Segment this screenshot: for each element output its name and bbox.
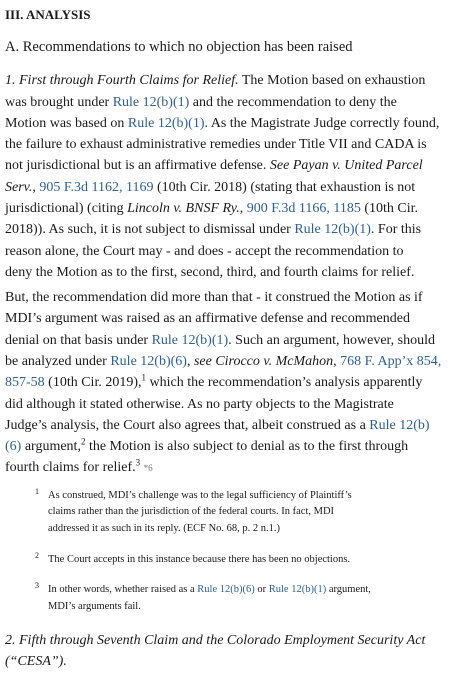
p1-line-3: Motion was based on Rule 12(b)(1). As the Magistrate Judge correctly found, bbox=[5, 116, 440, 131]
footnote-number-3: 3 bbox=[35, 581, 39, 590]
p1-line-8: 2018)). As such, it is not subject to dismissal under Rule 12(b)(1). For this bbox=[5, 222, 422, 237]
footnote-ref-2[interactable]: 2 bbox=[80, 436, 86, 447]
p2-line-2: MDI’s argument was raised as an affirmative defense and recommended bbox=[5, 311, 410, 326]
section-heading: III. ANALYSIS bbox=[5, 7, 91, 22]
payan-citation-link[interactable]: 905 F.3d 1162, 1169 bbox=[39, 180, 154, 195]
claims-heading-2-line-1: 2. Fifth through Seventh Claim and the Colorado Employment Security Act bbox=[5, 633, 426, 648]
subsection-heading: A. Recommendations to which no objection has been raised bbox=[5, 39, 353, 55]
p1-line-5: not jurisdictional but is an affirmative defense. See Payan v. United Parcel bbox=[5, 158, 423, 173]
footnote-1-line-3: addressed it as such in its reply. (ECF No. 68, p. 2 n.1.) bbox=[48, 523, 281, 534]
rule-12b1-link[interactable]: Rule 12(b)(1) bbox=[294, 222, 371, 237]
p1-line-2: was brought under Rule 12(b)(1) and the recommendation to deny the bbox=[5, 95, 397, 110]
footnote-number-1: 1 bbox=[35, 487, 39, 496]
rule-12b1-link[interactable]: Rule 12(b)(1) bbox=[151, 333, 229, 348]
footnote-ref-1[interactable]: 1 bbox=[141, 372, 147, 383]
p2-line-7: Judge’s analysis, the Court also agrees that, albeit construed as a Rule 12(b) bbox=[5, 418, 430, 433]
lincoln-citation-link[interactable]: 900 F.3d 1166, 1185 bbox=[246, 201, 361, 216]
rule-12b1-link[interactable]: Rule 12(b)(1) bbox=[127, 116, 205, 131]
p1-line-7: jurisdictional) (citing Lincoln v. BNSF Ry., 900 F.3d 1166, 1185 (10th Cir. bbox=[5, 201, 419, 216]
footnote-2-line-1: The Court accepts in this instance because there has been no objections. bbox=[48, 554, 351, 565]
p2-line-3: denial on that basis under Rule 12(b)(1). Such an argument, however, should bbox=[5, 333, 435, 348]
p1-line-1: 1. First through Fourth Claims for Relief. The Motion based on exhaustion bbox=[5, 73, 426, 88]
claims-heading-1: 1. First through Fourth Claims for Relief. bbox=[5, 73, 239, 88]
footnote-ref-3[interactable]: 3 bbox=[135, 457, 141, 468]
p2-line-6: did although it stated otherwise. As no party objects to the Magistrate bbox=[5, 397, 394, 412]
footnote-number-2: 2 bbox=[35, 551, 39, 560]
p1-line-6: Serv., 905 F.3d 1162, 1169 (10th Cir. 2018) (stating that exhaustion is not bbox=[5, 180, 416, 195]
p1-line-10: deny the Motion as to the first, second, third, and fourth claims for relief. bbox=[5, 265, 415, 280]
p2-line-4: be analyzed under Rule 12(b)(6), see Cirocco v. McMahon, 768 F. App’x 854, bbox=[5, 354, 442, 369]
star-page-marker: *6 bbox=[143, 463, 153, 473]
rule-12b-link[interactable]: Rule 12(b) bbox=[369, 418, 430, 433]
p1-line-4: the failure to exhaust administrative remedies under Title VII and CADA is bbox=[5, 137, 427, 152]
cirocco-citation-link[interactable]: 768 F. App’x 854, bbox=[340, 354, 442, 369]
p2-line-9: fourth claims for relief.$^3$ *6 bbox=[5, 457, 153, 475]
p2-line-5: 857-58 (10th Cir. 2019),$^1$ which the recommendation’s analysis apparently bbox=[5, 372, 423, 390]
p2-line-8: (6) argument,$^2$ the Motion is also subject to denial as to the first through bbox=[5, 436, 409, 454]
footnote-1-line-1: As construed, MDI’s challenge was to the legal sufficiency of Plaintiff’s bbox=[48, 490, 352, 501]
rule-12b1-link[interactable]: Rule 12(b)(1) bbox=[268, 584, 327, 595]
p1-line-9: reason alone, the Court may - and does - accept the recommendation to bbox=[5, 244, 404, 259]
footnote-3-line-1: In other words, whether raised as a Rule 12(b)(6) or Rule 12(b)(1) argument, bbox=[48, 584, 371, 595]
cirocco-pinpoint-link[interactable]: 857-58 bbox=[5, 375, 45, 390]
claims-heading-2-line-2: (“CESA”). bbox=[5, 654, 67, 669]
rule-12b6-link[interactable]: Rule 12(b)(6) bbox=[197, 584, 255, 595]
footnote-1-line-2: claims rather than the jurisdiction of the federal courts. In fact, MDI bbox=[48, 506, 335, 517]
rule-12b6-link[interactable]: Rule 12(b)(6) bbox=[110, 354, 187, 369]
rule-12b6-link-cont[interactable]: (6) bbox=[5, 439, 22, 454]
footnote-3-line-2: MDI’s arguments fail. bbox=[48, 601, 141, 612]
p2-line-1: But, the recommendation did more than that - it construed the Motion as if bbox=[5, 290, 423, 305]
rule-12b1-link[interactable]: Rule 12(b)(1) bbox=[112, 95, 190, 110]
